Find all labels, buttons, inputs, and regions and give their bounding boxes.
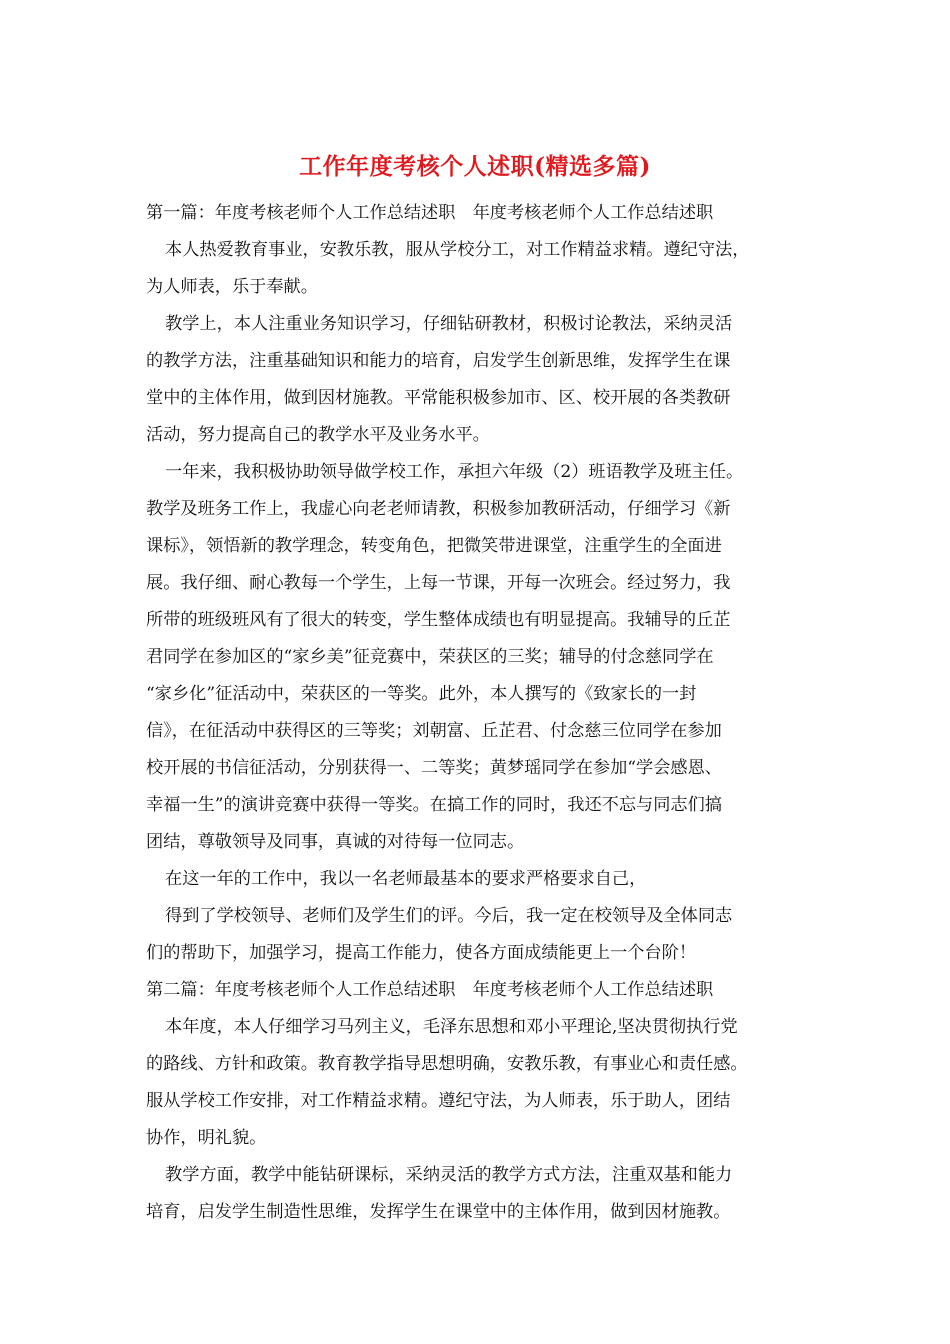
paragraph-line: 的教学方法，注重基础知识和能力的培育，启发学生创新思维，发挥学生在课 (146, 351, 731, 371)
paragraph-line: 团结，尊敬领导及同事，真诚的对待每一位同志。 (146, 832, 525, 852)
paragraph-line: 堂中的主体作用，做到因材施教。平常能积极参加市、区、校开展的各类教研 (146, 388, 731, 408)
paragraph-line: 教学上，本人注重业务知识学习，仔细钻研教材，积极讨论教法，采纳灵活 (165, 314, 733, 334)
paragraph-line: “家乡化”征活动中，荣获区的一等奖。此外，本人撰写的《致家长的一封 (146, 684, 697, 704)
paragraph-line: 幸福一生”的演讲竞赛中获得一等奖。在搞工作的同时，我还不忘与同志们搞 (146, 795, 722, 815)
paragraph-line: 校开展的书信征活动，分别获得一、二等奖；黄梦瑶同学在参加“学会感恩、 (146, 758, 722, 778)
paragraph-line: 们的帮助下，加强学习，提高工作能力，使各方面成绩能更上一个台阶！ (146, 943, 697, 963)
paragraph-line: 展。我仔细、耐心教每一个学生，上每一节课，开每一次班会。经过努力，我 (146, 573, 731, 593)
document-title: 工作年度考核个人述职(精选多篇) (299, 153, 651, 180)
paragraph-line: 在这一年的工作中，我以一名老师最基本的要求严格要求自己， (165, 869, 647, 889)
paragraph-line: 为人师表，乐于奉献。 (146, 277, 318, 297)
paragraph-line: 得到了学校领导、老师们及学生们的评。今后，我一定在校领导及全体同志 (165, 906, 733, 926)
paragraph-line: 协作，明礼貌。 (146, 1128, 267, 1148)
paragraph-line: 活动，努力提高自己的教学水平及业务水平。 (146, 425, 490, 445)
paragraph-line: 教学及班务工作上，我虚心向老老师请教，积极参加教研活动，仔细学习《新 (146, 499, 731, 519)
paragraph-line: 君同学在参加区的“家乡美”征竞赛中，荣获区的三奖；辅导的付念慈同学在 (146, 647, 714, 667)
paragraph-line: 信》，在征活动中获得区的三等奖；刘朝富、丘芷君、付念慈三位同学在参加 (146, 721, 722, 741)
paragraph-line: 一年来，我积极协助领导做学校工作，承担六年级（2）班语教学及班主任。 (165, 462, 744, 482)
section-heading: 第二篇：年度考核老师个人工作总结述职 年度考核老师个人工作总结述职 (146, 980, 714, 1000)
section-heading: 第一篇：年度考核老师个人工作总结述职 年度考核老师个人工作总结述职 (146, 203, 714, 223)
paragraph-line: 本人热爱教育事业，安教乐教，服从学校分工，对工作精益求精。遵纪守法， (165, 240, 750, 260)
paragraph-line: 本年度，本人仔细学习马列主义，毛泽东思想和邓小平理论,坚决贯彻执行党 (165, 1017, 738, 1037)
paragraph-line: 所带的班级班风有了很大的转变，学生整体成绩也有明显提高。我辅导的丘芷 (146, 610, 731, 630)
document-body (146, 195, 806, 1231)
paragraph-line: 服从学校工作安排，对工作精益求精。遵纪守法，为人师表，乐于助人，团结 (146, 1091, 731, 1111)
paragraph-line: 课标》，领悟新的教学理念，转变角色，把微笑带进课堂，注重学生的全面进 (146, 536, 722, 556)
paragraph-line: 的路线、方针和政策。教育教学指导思想明确，安教乐教，有事业心和责任感。 (146, 1054, 748, 1074)
paragraph-line: 培育，启发学生制造性思维，发挥学生在课堂中的主体作用，做到因材施教。 (146, 1202, 731, 1222)
paragraph-line: 教学方面，教学中能钻研课标，采纳灵活的教学方式方法，注重双基和能力 (165, 1165, 733, 1185)
